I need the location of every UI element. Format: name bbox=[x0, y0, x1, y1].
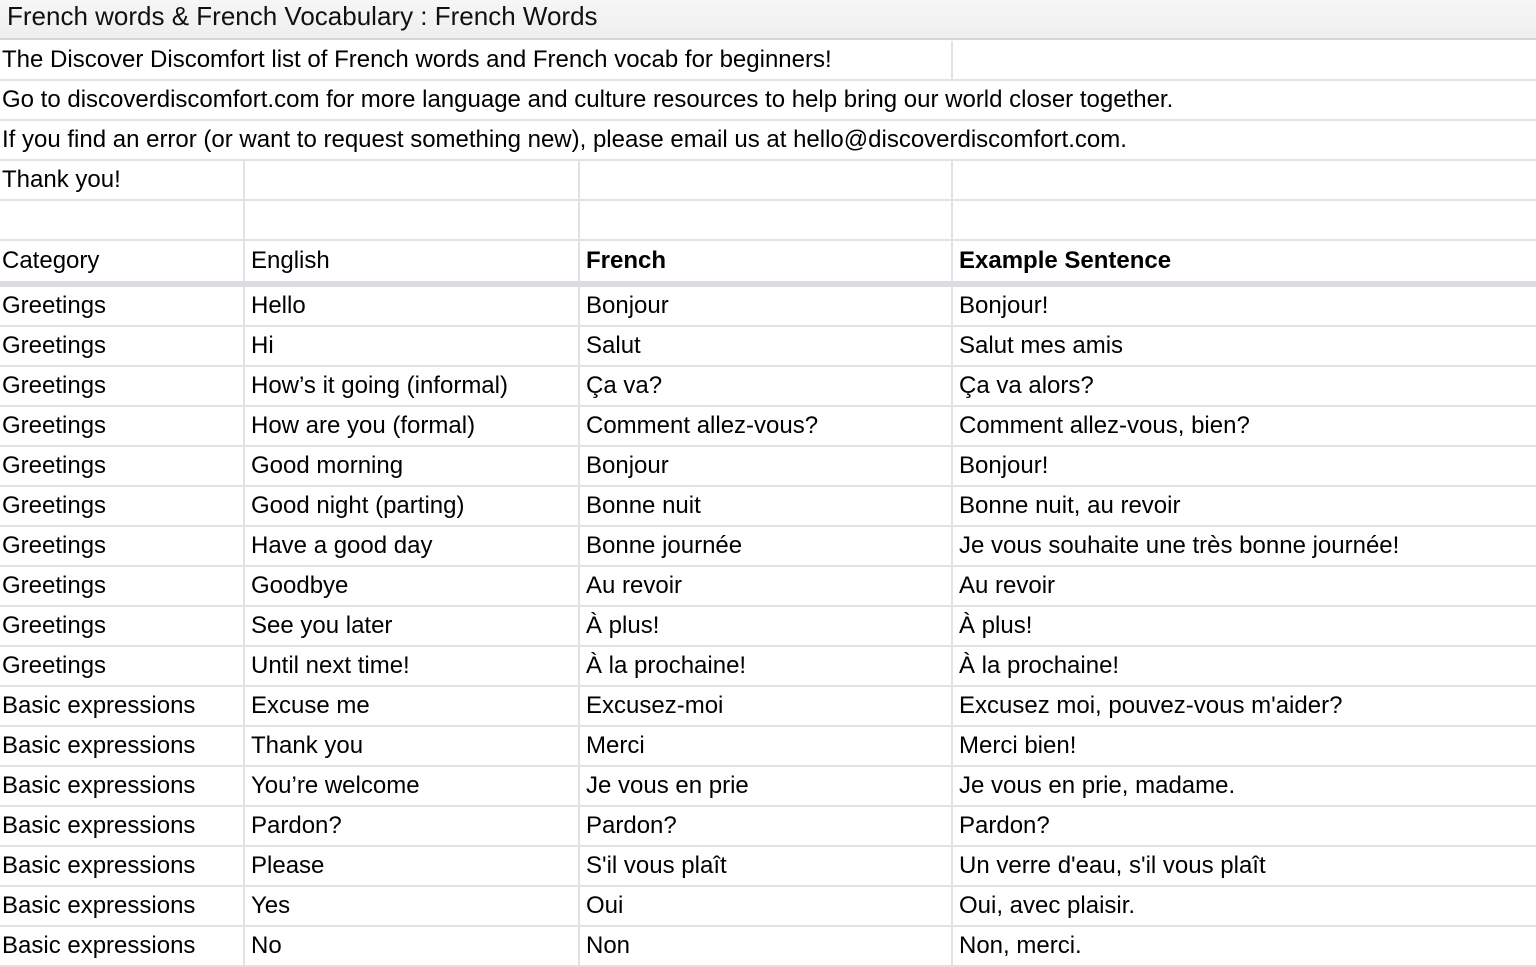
spreadsheet-grid bbox=[0, 41, 1536, 967]
cell-english[interactable]: Have a good day bbox=[245, 527, 580, 565]
cell-category[interactable]: Greetings bbox=[0, 287, 245, 325]
intro-cell-empty[interactable] bbox=[953, 41, 1536, 79]
cell-english[interactable]: Good morning bbox=[245, 447, 580, 485]
empty-cell[interactable] bbox=[580, 161, 953, 199]
cell-french[interactable]: Je vous en prie bbox=[580, 767, 953, 805]
intro-cell-thanks[interactable]: Thank you! bbox=[0, 161, 245, 199]
table-row bbox=[0, 727, 1536, 767]
cell-french[interactable]: Ça va? bbox=[580, 367, 953, 405]
table-row bbox=[0, 327, 1536, 367]
cell-english[interactable]: Good night (parting) bbox=[245, 487, 580, 525]
table-row bbox=[0, 927, 1536, 967]
cell-example[interactable]: Bonjour! bbox=[959, 292, 1049, 319]
table-row bbox=[0, 807, 1536, 847]
cell-french[interactable]: Oui bbox=[580, 887, 953, 925]
cell-category[interactable]: Greetings bbox=[0, 487, 245, 525]
table-row bbox=[0, 687, 1536, 727]
cell-french[interactable]: Comment allez-vous? bbox=[580, 407, 953, 445]
cell-example[interactable]: Salut mes amis bbox=[959, 332, 1124, 359]
intro-cell-description[interactable]: The Discover Discomfort list of French words and French vocab for beginners! bbox=[0, 41, 953, 79]
header-english[interactable]: English bbox=[245, 241, 580, 281]
table-row bbox=[0, 287, 1536, 327]
cell-french[interactable]: À plus! bbox=[580, 607, 953, 645]
cell-example[interactable]: Pardon? bbox=[959, 812, 1050, 839]
cell-french[interactable]: S'il vous plaît bbox=[580, 847, 953, 885]
empty-cell[interactable] bbox=[953, 201, 1536, 239]
cell-category[interactable]: Greetings bbox=[0, 647, 245, 685]
cell-example[interactable]: À la prochaine! bbox=[959, 652, 1120, 679]
cell-english[interactable]: See you later bbox=[245, 607, 580, 645]
cell-english[interactable]: Excuse me bbox=[245, 687, 580, 725]
empty-cell[interactable] bbox=[580, 201, 953, 239]
intro-row-2 bbox=[0, 81, 1536, 121]
cell-category[interactable]: Greetings bbox=[0, 447, 245, 485]
cell-category[interactable]: Basic expressions bbox=[0, 847, 245, 885]
cell-english[interactable]: Please bbox=[245, 847, 580, 885]
cell-example[interactable]: Je vous en prie, madame. bbox=[959, 772, 1236, 799]
cell-example[interactable]: Excusez moi, pouvez-vous m'aider? bbox=[959, 692, 1343, 719]
cell-french[interactable]: Bonne journée bbox=[580, 527, 953, 565]
empty-cell[interactable] bbox=[0, 201, 245, 239]
empty-cell[interactable] bbox=[245, 201, 580, 239]
table-header-row bbox=[0, 241, 1536, 287]
cell-english[interactable]: Yes bbox=[245, 887, 580, 925]
window-title-bar bbox=[0, 0, 1536, 40]
cell-english[interactable]: You’re welcome bbox=[245, 767, 580, 805]
table-row bbox=[0, 607, 1536, 647]
cell-example[interactable]: Non, merci. bbox=[959, 932, 1082, 959]
cell-category[interactable]: Basic expressions bbox=[0, 927, 245, 965]
table-row bbox=[0, 767, 1536, 807]
cell-category[interactable]: Greetings bbox=[0, 367, 245, 405]
cell-example[interactable]: Oui, avec plaisir. bbox=[959, 892, 1136, 919]
cell-example[interactable]: Un verre d'eau, s'il vous plaît bbox=[959, 852, 1266, 879]
table-row bbox=[0, 487, 1536, 527]
cell-example[interactable]: Au revoir bbox=[959, 572, 1056, 599]
cell-example[interactable]: À plus! bbox=[959, 612, 1033, 639]
cell-category[interactable]: Basic expressions bbox=[0, 727, 245, 765]
cell-category[interactable]: Greetings bbox=[0, 607, 245, 645]
cell-french[interactable]: Pardon? bbox=[580, 807, 953, 845]
empty-cell[interactable] bbox=[953, 161, 1536, 199]
cell-category[interactable]: Basic expressions bbox=[0, 767, 245, 805]
header-french[interactable]: French bbox=[580, 241, 953, 281]
cell-french[interactable]: Bonjour bbox=[580, 447, 953, 485]
intro-cell-website[interactable]: Go to discoverdiscomfort.com for more language and culture resources to help bring our world closer together. bbox=[2, 86, 1174, 113]
cell-french[interactable]: Salut bbox=[580, 327, 953, 365]
cell-english[interactable]: How’s it going (informal) bbox=[245, 367, 580, 405]
table-row bbox=[0, 647, 1536, 687]
cell-category[interactable]: Greetings bbox=[0, 527, 245, 565]
cell-category[interactable]: Greetings bbox=[0, 407, 245, 445]
intro-row-3 bbox=[0, 121, 1536, 161]
cell-french[interactable]: Excusez-moi bbox=[580, 687, 953, 725]
cell-english[interactable]: Thank you bbox=[245, 727, 580, 765]
cell-example[interactable]: Ça va alors? bbox=[959, 372, 1094, 399]
cell-english[interactable]: Pardon? bbox=[245, 807, 580, 845]
intro-row-1 bbox=[0, 41, 1536, 81]
cell-category[interactable]: Greetings bbox=[0, 327, 245, 365]
cell-example[interactable]: Comment allez-vous, bien? bbox=[959, 412, 1250, 439]
window-title: French words & French Vocabulary : French Words bbox=[7, 1, 598, 31]
cell-example[interactable]: Bonjour! bbox=[959, 452, 1049, 479]
cell-french[interactable]: Non bbox=[580, 927, 953, 965]
cell-english[interactable]: Hi bbox=[245, 327, 580, 365]
cell-category[interactable]: Basic expressions bbox=[0, 687, 245, 725]
empty-row bbox=[0, 201, 1536, 241]
table-row bbox=[0, 567, 1536, 607]
table-row bbox=[0, 367, 1536, 407]
cell-english[interactable]: Hello bbox=[245, 287, 580, 325]
cell-example[interactable]: Merci bien! bbox=[959, 732, 1077, 759]
intro-cell-contact[interactable]: If you find an error (or want to request something new), please email us at hello@discoverdiscomfort.com. bbox=[2, 126, 1127, 153]
cell-french[interactable]: À la prochaine! bbox=[580, 647, 953, 685]
intro-row-4 bbox=[0, 161, 1536, 201]
table-row bbox=[0, 527, 1536, 567]
cell-example[interactable]: Bonne nuit, au revoir bbox=[959, 492, 1181, 519]
table-row bbox=[0, 447, 1536, 487]
header-example-sentence[interactable]: Example Sentence bbox=[959, 247, 1172, 274]
table-row bbox=[0, 887, 1536, 927]
cell-category[interactable]: Basic expressions bbox=[0, 807, 245, 845]
cell-french[interactable]: Bonjour bbox=[580, 287, 953, 325]
cell-english[interactable]: How are you (formal) bbox=[245, 407, 580, 445]
cell-example[interactable]: Je vous souhaite une très bonne journée! bbox=[959, 532, 1400, 559]
cell-english[interactable]: Goodbye bbox=[245, 567, 580, 605]
header-category[interactable]: Category bbox=[0, 241, 245, 281]
empty-cell[interactable] bbox=[245, 161, 580, 199]
cell-french[interactable]: Au revoir bbox=[580, 567, 953, 605]
cell-french[interactable]: Bonne nuit bbox=[580, 487, 953, 525]
table-row bbox=[0, 407, 1536, 447]
table-row bbox=[0, 847, 1536, 887]
cell-category[interactable]: Basic expressions bbox=[0, 887, 245, 925]
cell-english[interactable]: Until next time! bbox=[245, 647, 580, 685]
cell-french[interactable]: Merci bbox=[580, 727, 953, 765]
cell-english[interactable]: No bbox=[245, 927, 580, 965]
cell-category[interactable]: Greetings bbox=[0, 567, 245, 605]
